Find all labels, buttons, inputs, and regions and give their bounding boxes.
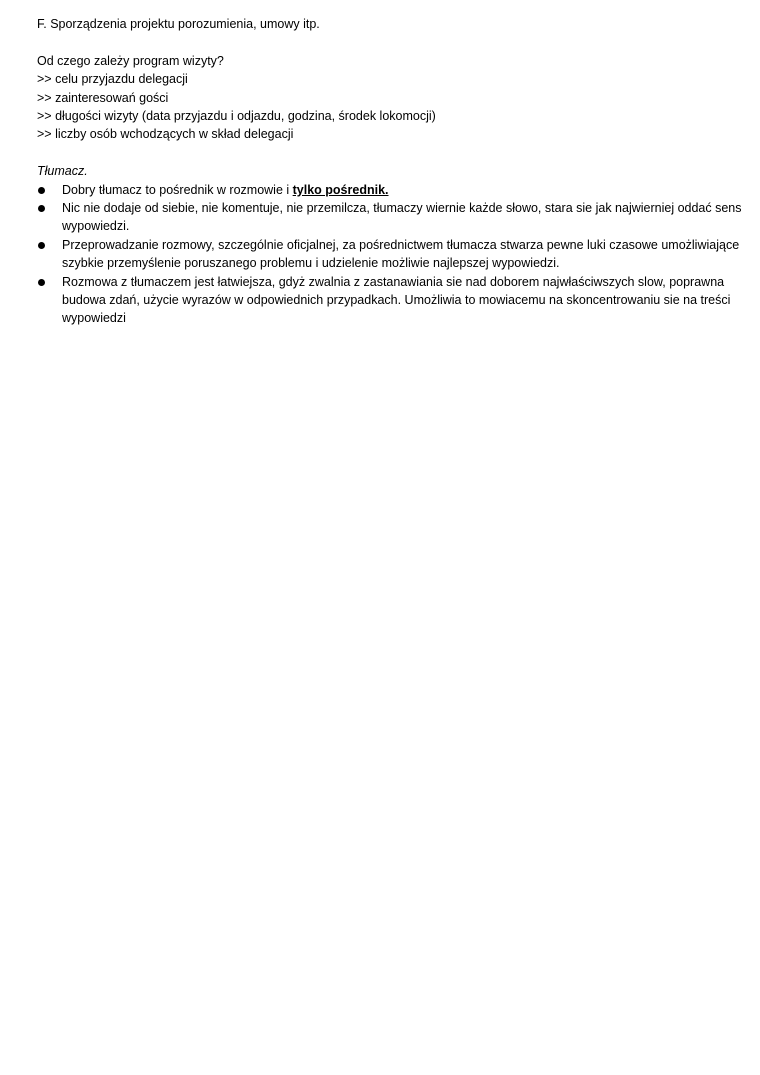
bullet-text: Dobry tłumacz to pośrednik w rozmowie i <box>62 182 293 197</box>
bullet-item <box>37 199 742 236</box>
bullet-line: wypowiedzi <box>62 311 126 326</box>
visit-program-question: Od czego zależy program wizyty? <box>37 53 224 68</box>
bullet-line: szybkie przemyślenie poruszanego problemu i udzielenie możliwie najlepszej wypowiedzi. <box>62 256 560 271</box>
bullet-dot-icon <box>38 187 45 194</box>
bullet-item <box>37 273 731 328</box>
paragraph-gap <box>37 144 727 162</box>
factor-item: >> zainteresowań gości <box>37 90 169 105</box>
bullet-line: budowa zdań, użycie wyrazów w odpowiednich przypadkach. Umożliwia to mowiacemu na skoncentrowaniu sie na treści <box>62 293 731 308</box>
bullet-item <box>37 181 727 199</box>
section-f-line: F. Sporządzenia projektu porozumienia, umowy itp. <box>37 17 320 31</box>
bullet-emphasis: tylko pośrednik. <box>292 182 389 197</box>
bullet-line <box>62 181 727 199</box>
bullet-dot-icon <box>38 205 45 212</box>
bullet-line: Rozmowa z tłumaczem jest łatwiejsza, gdyż zwalnia z zastanawiania sie nad doborem najwłaściwszych slow, poprawna <box>62 274 725 289</box>
factor-item: >> celu przyjazdu delegacji <box>37 72 188 87</box>
factor-item: >> długości wizyty (data przyjazdu i odjazdu, godzina, środek lokomocji) <box>37 109 436 124</box>
translator-heading: Tłumacz. <box>37 164 88 179</box>
bullet-line: Nic nie dodaje od siebie, nie komentuje, nie przemilcza, tłumaczy wiernie każde słowo, stara sie jak najwierniej oddać sens <box>62 201 742 216</box>
bullet-line: Przeprowadzanie rozmowy, szczególnie oficjalnej, za pośrednictwem tłumacza stwarza pewne luki czasowe umożliwiające <box>62 237 740 252</box>
bullet-dot-icon <box>38 242 45 249</box>
translator-bullet-list <box>37 181 742 328</box>
paragraph-gap <box>37 33 727 51</box>
factor-item: >> liczby osób wchodzących w skład delegacji <box>37 127 294 142</box>
bullet-line: wypowiedzi. <box>62 219 130 234</box>
document-body <box>37 15 742 328</box>
bullet-item <box>37 236 740 273</box>
bullet-dot-icon <box>38 279 45 286</box>
